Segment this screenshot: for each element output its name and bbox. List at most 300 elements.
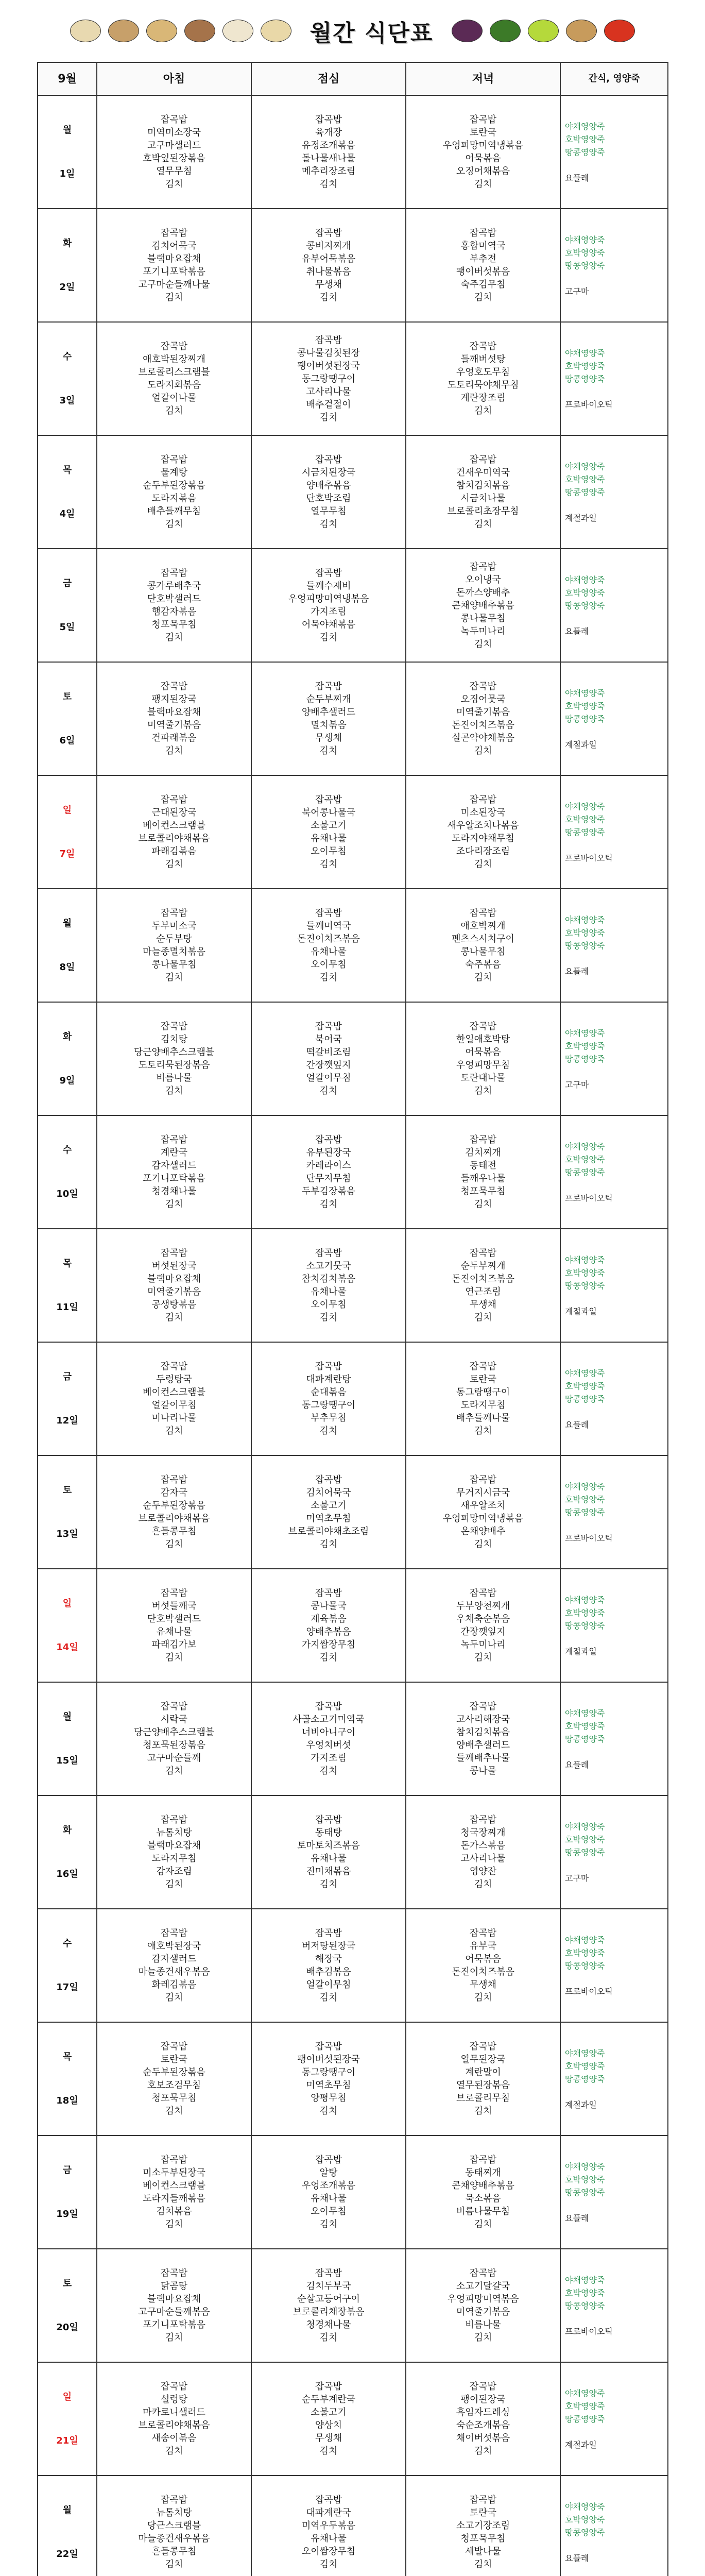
menu-item: 김치 xyxy=(319,1766,338,1776)
dinner-cell xyxy=(406,1342,560,1455)
day-cell xyxy=(38,549,97,662)
lunch-cell xyxy=(251,662,406,775)
dinner-cell xyxy=(406,889,560,1002)
menu-item: 숙주볶음 xyxy=(465,959,501,970)
dinner-cell xyxy=(406,549,560,662)
menu-item: 우엉피망미역냉볶음 xyxy=(442,1513,524,1524)
snack-item: 야채영양죽 xyxy=(565,1708,605,1718)
menu-item: 콩나물김칫된장 xyxy=(297,347,360,359)
menu-item: 돈진이치즈볶음 xyxy=(297,934,360,944)
lunch-cell xyxy=(251,1115,406,1229)
menu-item: 잡곡밥 xyxy=(160,568,188,579)
table-row xyxy=(38,775,668,889)
menu-item: 유채나물 xyxy=(156,1626,192,1637)
menu-item: 김치 xyxy=(474,179,492,190)
menu-item: 잡곡밥 xyxy=(315,1134,342,1145)
snack-item: 야채영양죽 xyxy=(565,1935,605,1945)
snack-item: 땅콩영양죽 xyxy=(565,1847,605,1857)
breakfast-cell xyxy=(97,2476,251,2576)
menu-item: 김치 xyxy=(319,2219,338,2230)
dinner-cell xyxy=(406,435,560,549)
menu-item: 김치두부국 xyxy=(306,2281,351,2292)
snack-item: 프로바이오틱 xyxy=(565,399,613,410)
snack-cell xyxy=(560,1002,668,1115)
menu-item: 우엉피망무침 xyxy=(456,1060,510,1071)
day-cell xyxy=(38,2476,97,2576)
menu-item: 어묵볶음 xyxy=(465,1047,501,1058)
day-of-week: 화 xyxy=(62,1031,72,1042)
menu-item: 고사리나물 xyxy=(460,1853,506,1864)
menu-item: 브로콜리채장볶음 xyxy=(293,2307,365,2317)
menu-item: 고사리해장국 xyxy=(456,1714,510,1725)
menu-item: 김치 xyxy=(165,632,183,643)
day-of-week: 금 xyxy=(62,2165,72,2176)
menu-item: 호박잎된장볶음 xyxy=(143,153,205,164)
lunch-cell xyxy=(251,2249,406,2362)
menu-item: 들깨버섯탕 xyxy=(460,354,506,365)
menu-item: 숙주김무침 xyxy=(460,279,506,290)
snack-item: 땅콩영양죽 xyxy=(565,1280,605,1291)
menu-item: 감자조림 xyxy=(156,1866,192,1877)
snack-item: 땅콩영양죽 xyxy=(565,260,605,270)
snack-cell xyxy=(560,2136,668,2249)
menu-item: 팽지된장국 xyxy=(151,694,197,705)
menu-item: 동태탕 xyxy=(315,1827,342,1838)
snack-item: 호박영양죽 xyxy=(565,1721,605,1731)
menu-item: 도라지야채무침 xyxy=(452,833,514,844)
menu-item: 배추들깨나물 xyxy=(456,1413,510,1423)
menu-item: 순두부찌개 xyxy=(306,694,351,705)
menu-item: 잡곡밥 xyxy=(315,2155,342,2165)
menu-item: 김치 xyxy=(474,405,492,416)
menu-item: 콩비지찌개 xyxy=(306,241,351,251)
menu-item: 순두부찌개 xyxy=(460,1261,506,1272)
menu-item: 조다리장조림 xyxy=(456,846,510,857)
snack-item xyxy=(565,499,667,512)
day-of-week: 화 xyxy=(62,1825,72,1836)
snack-item xyxy=(565,159,667,172)
menu-item: 무생채 xyxy=(315,733,342,743)
snack-item: 야채영양죽 xyxy=(565,574,605,585)
menu-item: 열무무침 xyxy=(311,506,347,517)
menu-item: 우엉조개볶음 xyxy=(301,2180,356,2191)
snack-item xyxy=(565,1179,667,1192)
menu-item: 김치 xyxy=(319,412,338,423)
breakfast-cell xyxy=(97,1909,251,2022)
snack-cell xyxy=(560,95,668,209)
day-date: 2일 xyxy=(59,282,75,293)
menu-item: 김치어묵국 xyxy=(306,1487,351,1498)
eggplant-icon xyxy=(452,20,483,42)
menu-item: 가지쌈장무침 xyxy=(301,1639,356,1650)
dinner-cell xyxy=(406,1795,560,1909)
menu-item: 파래김가보 xyxy=(151,1639,197,1650)
day-of-week: 목 xyxy=(62,465,72,476)
menu-item: 멸치볶음 xyxy=(311,720,347,731)
snack-item: 호박영양죽 xyxy=(565,2174,605,2184)
day-cell xyxy=(38,889,97,1002)
month-header: 9월 xyxy=(38,62,97,95)
menu-item: 콩나물 xyxy=(469,1766,497,1776)
day-of-week: 월 xyxy=(62,1711,72,1722)
menu-item: 호보조검무침 xyxy=(147,2080,201,2091)
menu-item: 브로콜리야채볶음 xyxy=(138,1513,210,1524)
menu-item: 떡갈비조림 xyxy=(306,1047,351,1058)
menu-item: 두부김장볶음 xyxy=(301,1186,356,1197)
dinner-cell xyxy=(406,2362,560,2476)
snack-item xyxy=(565,1745,667,1758)
menu-item: 녹두미나리 xyxy=(460,625,506,637)
menu-item: 파래김볶음 xyxy=(151,846,197,857)
day-cell xyxy=(38,1569,97,1682)
menu-item: 사골소고기미역국 xyxy=(293,1714,365,1725)
menu-item: 팽이버섯된장국 xyxy=(297,360,360,371)
snack-item xyxy=(565,1632,667,1645)
snack-item xyxy=(565,1405,667,1418)
lunch-header: 점심 xyxy=(251,62,406,95)
menu-item: 감자샐러드 xyxy=(151,1954,197,1964)
menu-item: 제육볶음 xyxy=(311,1614,347,1624)
snack-item xyxy=(565,2086,667,2098)
breakfast-cell xyxy=(97,2362,251,2476)
table-row xyxy=(38,1909,668,2022)
snack-cell xyxy=(560,662,668,775)
snack-cell xyxy=(560,2249,668,2362)
menu-item: 부추전 xyxy=(469,253,497,264)
menu-item: 브로콜리무침 xyxy=(456,2093,510,2104)
menu-item: 김치 xyxy=(165,745,183,756)
breakfast-cell xyxy=(97,1229,251,1342)
snack-item: 땅콩영양죽 xyxy=(565,1734,605,1744)
menu-item: 김치 xyxy=(165,1426,183,1436)
menu-item: 어묵볶음 xyxy=(465,153,501,164)
menu-item: 미역초무침 xyxy=(306,1513,351,1524)
snack-item xyxy=(565,1065,667,1078)
day-date: 14일 xyxy=(56,1642,78,1653)
snack-item: 땅콩영양죽 xyxy=(565,2300,605,2311)
day-date: 10일 xyxy=(56,1189,78,1199)
menu-item: 잡곡밥 xyxy=(160,2495,188,2505)
snack-item: 호박영양죽 xyxy=(565,474,605,484)
breakfast-cell xyxy=(97,549,251,662)
menu-item: 잡곡밥 xyxy=(315,454,342,465)
menu-item: 두렁탕국 xyxy=(156,1374,192,1385)
menu-item: 버섯들깨국 xyxy=(151,1601,197,1612)
menu-item: 잡곡밥 xyxy=(315,1021,342,1032)
snack-item: 야채영양죽 xyxy=(565,2275,605,2285)
dinner-cell xyxy=(406,1682,560,1795)
day-date: 18일 xyxy=(56,2095,78,2106)
snack-item: 야채영양죽 xyxy=(565,1141,605,1151)
snack-cell xyxy=(560,2362,668,2476)
menu-item: 공생탕볶음 xyxy=(151,1299,197,1310)
table-row xyxy=(38,1002,668,1115)
menu-item: 김치 xyxy=(319,1539,338,1550)
day-of-week: 일 xyxy=(62,2392,72,2402)
snack-item xyxy=(565,272,667,285)
menu-item: 잡곡밥 xyxy=(469,681,497,692)
potato-icon xyxy=(566,20,597,42)
snack-item: 땅콩영양죽 xyxy=(565,1167,605,1177)
lunch-cell xyxy=(251,889,406,1002)
menu-item: 김치 xyxy=(319,972,338,983)
snack-item: 호박영양죽 xyxy=(565,1154,605,1164)
menu-item: 무생채 xyxy=(469,1979,497,1990)
menu-item: 김치 xyxy=(319,632,338,643)
menu-item: 너비아니구이 xyxy=(301,1727,356,1738)
menu-item: 무생채 xyxy=(315,2433,342,2444)
menu-item: 김치 xyxy=(319,2446,338,2456)
snack-cell xyxy=(560,1569,668,1682)
menu-item: 순두부된장볶음 xyxy=(143,1500,205,1511)
snack-item: 계절과일 xyxy=(565,1646,597,1656)
day-date: 9일 xyxy=(59,1075,75,1086)
snack-item: 호박영양죽 xyxy=(565,247,605,258)
menu-item: 잡곡밥 xyxy=(160,681,188,692)
snack-item: 야채영양죽 xyxy=(565,234,605,245)
menu-item: 고구마샐러드 xyxy=(147,140,201,151)
menu-item: 김치 xyxy=(474,292,492,303)
snack-item: 땅콩영양죽 xyxy=(565,2187,605,2197)
dinner-cell xyxy=(406,662,560,775)
menu-item: 베이컨스크램블 xyxy=(143,820,205,831)
menu-item: 김치 xyxy=(319,2559,338,2570)
menu-item: 김치 xyxy=(474,1312,492,1323)
menu-item: 잡곡밥 xyxy=(160,454,188,465)
day-cell xyxy=(38,1455,97,1569)
day-cell xyxy=(38,1115,97,1229)
cucumber-icon xyxy=(490,20,521,42)
snack-item: 땅콩영양죽 xyxy=(565,2074,605,2084)
table-row xyxy=(38,322,668,435)
menu-item: 카레라이스 xyxy=(306,1160,351,1171)
dinner-cell xyxy=(406,95,560,209)
menu-item: 잡곡밥 xyxy=(160,114,188,125)
menu-item: 화레김볶음 xyxy=(151,1979,197,1990)
menu-item: 뉴톰치탕 xyxy=(156,2507,192,2518)
dinner-cell xyxy=(406,2476,560,2576)
day-of-week: 금 xyxy=(62,1371,72,1382)
menu-item: 잡곡밥 xyxy=(315,1928,342,1939)
dinner-cell xyxy=(406,1115,560,1229)
menu-item: 잡곡밥 xyxy=(315,2495,342,2505)
menu-item: 잡곡밥 xyxy=(160,1134,188,1145)
day-date: 4일 xyxy=(59,509,75,519)
snack-item: 프로바이오틱 xyxy=(565,853,613,863)
menu-item: 김치어묵국 xyxy=(151,241,197,251)
menu-item: 물계탕 xyxy=(160,467,188,478)
menu-item: 김치 xyxy=(319,1426,338,1436)
menu-item: 흔들콩무침 xyxy=(151,2546,197,2557)
dinner-cell xyxy=(406,775,560,889)
menu-item: 양상치 xyxy=(315,2420,342,2431)
breakfast-cell xyxy=(97,1342,251,1455)
dinner-cell xyxy=(406,2022,560,2136)
day-of-week: 수 xyxy=(62,1938,72,1949)
lunch-cell xyxy=(251,775,406,889)
menu-item: 새송이볶음 xyxy=(151,2433,197,2444)
snack-cell xyxy=(560,435,668,549)
menu-item: 김치 xyxy=(165,1199,183,1210)
menu-item: 세발나물 xyxy=(465,2546,501,2557)
menu-item: 잡곡밥 xyxy=(469,2041,497,2052)
menu-item: 햄감자볶음 xyxy=(151,606,197,617)
menu-item: 근대된장국 xyxy=(151,807,197,818)
snack-item: 호박영양죽 xyxy=(565,2061,605,2071)
menu-item: 김치 xyxy=(165,1879,183,1890)
menu-item: 잡곡밥 xyxy=(469,561,497,572)
menu-item: 오이무침 xyxy=(311,1299,347,1310)
day-of-week: 월 xyxy=(62,918,72,929)
menu-item: 당근스크램블 xyxy=(147,2520,201,2531)
menu-item: 미역줄기볶음 xyxy=(147,720,201,731)
day-cell xyxy=(38,1229,97,1342)
menu-item: 브로콜리스크램블 xyxy=(138,367,210,378)
dinner-cell xyxy=(406,1909,560,2022)
menu-item: 우엉치버섯 xyxy=(306,1740,351,1751)
day-date: 7일 xyxy=(59,849,75,859)
menu-item: 잡곡밥 xyxy=(160,1248,188,1259)
menu-item: 도토리묵된장볶음 xyxy=(138,1060,210,1071)
day-cell xyxy=(38,209,97,322)
snack-item: 야채영양죽 xyxy=(565,688,605,698)
snack-item: 야채영양죽 xyxy=(565,2161,605,2172)
menu-item: 김치 xyxy=(474,859,492,870)
menu-item: 당근양배추스크램블 xyxy=(133,1727,215,1738)
dinner-cell xyxy=(406,1002,560,1115)
menu-item: 묵소볶음 xyxy=(465,2193,501,2204)
menu-item: 열무무침 xyxy=(156,166,192,177)
menu-item: 잡곡밥 xyxy=(160,794,188,805)
menu-item: 김치 xyxy=(474,1652,492,1663)
menu-item: 유채나물 xyxy=(311,2533,347,2544)
menu-item: 마카로니샐러드 xyxy=(143,2407,205,2418)
menu-item: 잡곡밥 xyxy=(469,454,497,465)
menu-item: 잡곡밥 xyxy=(469,908,497,919)
menu-item: 김치 xyxy=(165,1312,183,1323)
snack-cell xyxy=(560,1909,668,2022)
lime-icon xyxy=(528,20,559,42)
menu-item: 오이무침 xyxy=(311,846,347,857)
menu-item: 김치 xyxy=(165,1992,183,2003)
menu-item: 육개장 xyxy=(315,127,342,138)
menu-item: 잡곡밥 xyxy=(315,681,342,692)
menu-item: 숙순조개볶음 xyxy=(456,2420,510,2431)
table-row xyxy=(38,662,668,775)
snack-item: 호박영양죽 xyxy=(565,361,605,371)
snack-item: 야채영양죽 xyxy=(565,2388,605,2398)
menu-item: 잡곡밥 xyxy=(469,2381,497,2392)
menu-item: 잡곡밥 xyxy=(469,1588,497,1599)
day-of-week: 화 xyxy=(62,238,72,249)
menu-item: 청포묵무침 xyxy=(460,2533,506,2544)
menu-item: 감자국 xyxy=(160,1487,188,1498)
menu-item: 새우알조치 xyxy=(460,1500,506,1511)
snack-item xyxy=(565,2426,667,2438)
breakfast-cell xyxy=(97,889,251,1002)
day-date: 17일 xyxy=(56,1982,78,1993)
menu-item: 콩가루배추국 xyxy=(147,581,201,591)
day-of-week: 토 xyxy=(62,1485,72,1496)
snack-item: 야채영양죽 xyxy=(565,1028,605,1038)
menu-item: 단호박샐러드 xyxy=(147,1614,201,1624)
menu-item: 무거지시금국 xyxy=(456,1487,510,1498)
table-row xyxy=(38,2362,668,2476)
menu-item: 유채나물 xyxy=(311,2193,347,2204)
meal-table xyxy=(37,62,668,2576)
menu-item: 잡곡밥 xyxy=(315,1588,342,1599)
menu-item: 얼갈이무침 xyxy=(306,1979,351,1990)
snack-item xyxy=(565,2539,667,2552)
menu-item: 김치 xyxy=(319,519,338,530)
menu-item: 한일애호박탕 xyxy=(456,1034,510,1045)
menu-item: 유채나물 xyxy=(311,1286,347,1297)
menu-item: 잡곡밥 xyxy=(160,341,188,352)
menu-item: 잡곡밥 xyxy=(469,341,497,352)
menu-item: 블랙마요잡채 xyxy=(147,2294,201,2304)
menu-item: 잡곡밥 xyxy=(160,2155,188,2165)
menu-item: 김치 xyxy=(319,745,338,756)
menu-item: 김치 xyxy=(474,1879,492,1890)
menu-item: 오이냉국 xyxy=(465,574,501,585)
snack-item: 요플레 xyxy=(565,173,589,183)
menu-item: 잡곡밥 xyxy=(469,1475,497,1485)
table-row xyxy=(38,549,668,662)
day-date: 11일 xyxy=(56,1302,78,1313)
menu-item: 도라지들깨볶음 xyxy=(143,2193,205,2204)
menu-item: 청포묵무침 xyxy=(151,619,197,630)
menu-item: 잡곡밥 xyxy=(315,2041,342,2052)
day-of-week: 금 xyxy=(62,578,72,589)
table-row xyxy=(38,2476,668,2576)
day-of-week: 수 xyxy=(62,1145,72,1156)
lunch-cell xyxy=(251,1682,406,1795)
menu-item: 간장깻잎지 xyxy=(306,1060,351,1071)
snack-item xyxy=(565,725,667,738)
menu-item: 김치 xyxy=(319,1992,338,2003)
breakfast-cell xyxy=(97,1569,251,1682)
menu-item: 돈진이치즈볶음 xyxy=(452,720,514,731)
menu-item: 참치김치볶음 xyxy=(456,480,510,491)
menu-item: 양배추볶음 xyxy=(306,1626,351,1637)
lunch-cell xyxy=(251,1909,406,2022)
menu-item: 시락국 xyxy=(160,1714,188,1725)
snack-cell xyxy=(560,2022,668,2136)
menu-item: 유채나물 xyxy=(311,833,347,844)
menu-item: 청경채나물 xyxy=(151,1186,197,1197)
table-row xyxy=(38,435,668,549)
menu-item: 도라지무침 xyxy=(151,1853,197,1864)
snack-item: 요플레 xyxy=(565,966,589,976)
lunch-cell xyxy=(251,209,406,322)
day-date: 8일 xyxy=(59,962,75,973)
menu-item: 콩나물무침 xyxy=(151,959,197,970)
table-row xyxy=(38,2249,668,2362)
dinner-cell xyxy=(406,209,560,322)
menu-item: 잡곡밥 xyxy=(469,1134,497,1145)
snack-item xyxy=(565,385,667,398)
breakfast-cell xyxy=(97,1795,251,1909)
breakfast-cell xyxy=(97,775,251,889)
snack-cell xyxy=(560,549,668,662)
table-row xyxy=(38,1795,668,1909)
snack-item: 호박영양죽 xyxy=(565,587,605,598)
menu-item: 소고기달걀국 xyxy=(456,2281,510,2292)
snack-item: 고구마 xyxy=(565,1079,589,1090)
snack-item: 계절과일 xyxy=(565,1306,597,1316)
menu-item: 얼갈이무침 xyxy=(151,1400,197,1411)
menu-item: 단호박조림 xyxy=(306,493,351,504)
